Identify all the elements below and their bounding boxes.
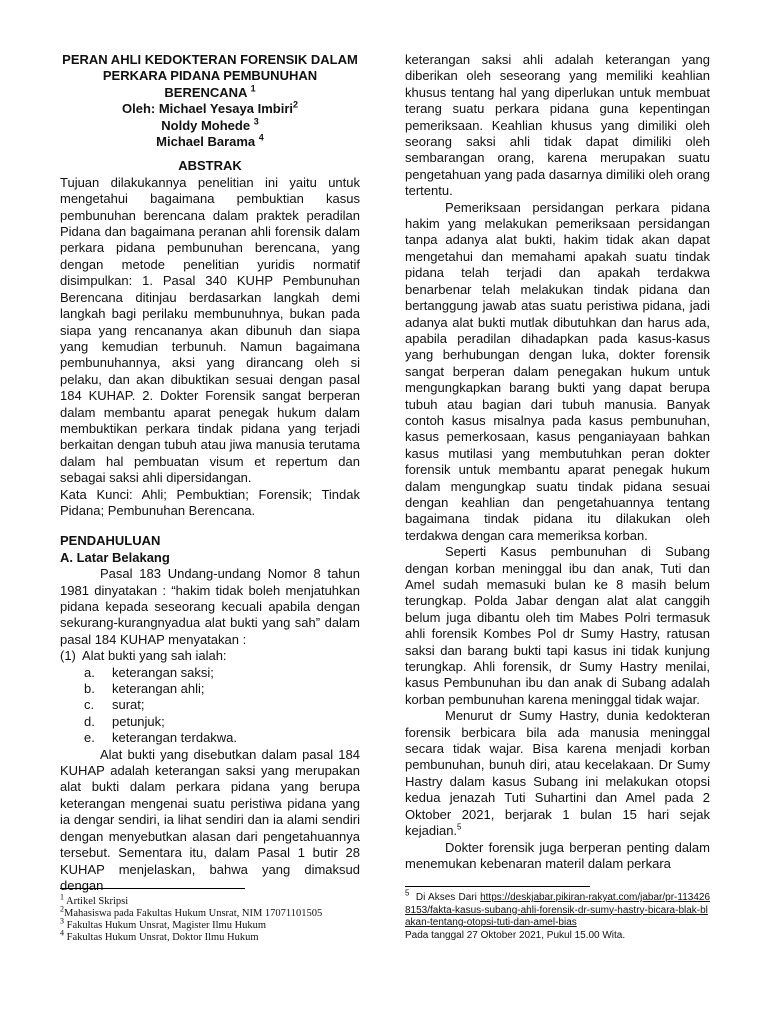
section-heading: PENDAHULUAN: [60, 533, 161, 549]
paper-title: [60, 52, 360, 101]
footnote-number: 4: [60, 928, 64, 938]
title-line-2: PERKARA PIDANA PEMBUNUHAN BERENCANA: [102, 68, 318, 100]
footnote-item: [60, 892, 360, 908]
subang-case-paragraph: Seperti Kasus pembunuhan di Subang dengan korban meninggal ibu dan anak, Tuti dan Amel sudah memasuki bulan ke 8 masih belum terungkap. Polda Jabar dengan alat alat canggih belum juga dibantu oleh tim Mabes Polri termasuk ahli forensik Kombes Pol dr Sumy Hastry, ratusan saksi dan barang bukti tapi kasus ini tidak kunjung terungkap. Ahli forensik, dr Sumy Hastry menilai, kasus Pembunuhan ibu dan anak di Subang adalah korban pembunuhan karena meninggal tidak wajar.: [405, 544, 710, 707]
footnote-text: Artikel Skripsi: [66, 896, 129, 907]
title-line-1: PERAN AHLI KEDOKTERAN FORENSIK DALAM: [62, 52, 358, 67]
list-item-letter: b.: [84, 681, 95, 697]
list-item-letter: e.: [84, 730, 95, 746]
footnote-number: 1: [60, 892, 64, 902]
footnote-date: Pada tanggal 27 Oktober 2021, Pukul 15.00 Wita.: [405, 929, 626, 941]
author-block: [60, 101, 360, 150]
list-number: (1): [60, 648, 76, 664]
intro-paragraph: Pasal 183 Undang-undang Nomor 8 tahun 1981 dinyatakan : “hakim tidak boleh menjatuhkan pidana kepada seseorang kecuali apabila dengan sekurang-kurangnyadua alat bukti yang sah” dalam pasal 184 KUHAP menyatakan :: [60, 566, 360, 647]
forensic-opinion-text: Menurut dr Sumy Hastry, dunia kedokteran forensik berbicara bila ada manusia meninggal secara tidak wajar. Bisa karena menjadi korban pembunuhan, bunuh diri, atau kecelakaan. Dr Sumy Hastry dalam kasus Subang ini melakukan otopsi kedua jenazah Tuti Suhartini dan Amel pada 2 Oktober 2021, berjarak 1 bulan 15 hari sejak kejadian.: [405, 708, 710, 839]
footnote-item: [60, 916, 360, 932]
footnote-item: [405, 888, 711, 930]
footnote-number: 5: [405, 888, 410, 898]
footnote-text: Fakultas Hukum Unsrat, Doktor Ilmu Hukum: [66, 932, 259, 943]
author-second: Noldy Mohede: [161, 117, 251, 133]
list-head-text: Alat bukti yang sah ialah:: [82, 648, 227, 664]
footnote-text: Fakultas Hukum Unsrat, Magister Ilmu Hukum: [66, 920, 267, 931]
list-item: [84, 730, 360, 746]
list-item-letter: c.: [84, 697, 95, 713]
footnote-text: Mahasiswa pada Fakultas Hukum Unsrat, NIM 17071101505: [64, 908, 323, 919]
right-column: [405, 52, 710, 872]
footnote-marker-5: 5: [457, 822, 462, 832]
forensic-opinion-paragraph: [405, 708, 710, 839]
list-item-letter: d.: [84, 713, 95, 729]
evidence-sublist: [82, 665, 360, 747]
evidence-list: [60, 648, 360, 746]
list-item: [84, 697, 360, 713]
author-primary: Oleh: Michael Yesaya Imbiri: [121, 101, 293, 117]
list-item-text: surat;: [112, 697, 145, 713]
footnote-prefix: Di Akses Dari: [415, 892, 477, 903]
author-third: Michael Barama: [156, 134, 256, 150]
author-second-footnote: 3: [253, 116, 259, 127]
evidence-list-head: [60, 648, 360, 746]
evidence-paragraph: Alat bukti yang disebutkan dalam pasal 184 KUHAP adalah keterangan saksi yang merupakan alat bukti dalam perkara pidana yang berupa keterangan mengenai suatu peristiwa pidana yang ia dengar sendiri, ia lihat sendiri dan ia alami sendiri dengan menyebutkan alasan dari pengetahuannya tersebut. Sementara itu, dalam Pasal 1 butir 28 KUHAP menjelaskan, bahwa yang dimaksud dengan: [60, 746, 360, 893]
title-footnote-marker: 1: [250, 83, 256, 94]
footnote-number: 2: [60, 904, 64, 914]
footnote-number: 3: [60, 916, 64, 926]
expert-witness-paragraph: keterangan saksi ahli adalah keterangan yang diberikan oleh seseorang yang memiliki keahlian khusus tentang hal yang diperlukan untuk membuat terang suatu perkara pidana guna kepentingan pemeriksaan. Keahlian khusus yang dimiliki oleh seorang saksi ahli tidak dapat dimiliki oleh sembarangan orang, karena merupakan suatu pengetahuan yang pada dasarnya dimiliki oleh orang tertentu.: [405, 52, 710, 199]
abstract-heading: ABSTRAK: [178, 158, 242, 174]
abstract-text: Tujuan dilakukannya penelitian ini yaitu untuk mengetahui bagaimana pembuktian kasus pembunuhan berencana dalam praktek peradilan Pidana dan bagaimana peranan ahli forensik dalam perkara pidana pembunuhan berencana, yang dengan metode penelitian yuridis normatif disimpulkan: 1. Pasal 340 KUHP Pembunuhan Berencana ditinjau berdasarkan langkah demi langkah bagi perilaku membunuhnya, bukan pada siapa yang rencananya akan dibunuh dan siapa yang kemudian terbunuh. Namun bagaimana pembunuhannya, aksi yang dirancang oleh si pelaku, dan akan dibuktikan sesuai dengan pasal 184 KUHAP. 2. Dokter Forensik sangat berperan dalam membantu aparat penegak hukum dalam membuktikan perkara tindak pidana yang terjadi berkaitan dengan tubuh atau jiwa manusia terutama dalam hal pembuatan visum et repertum dan sebagai saksi ahli dipersidangan.: [60, 174, 360, 486]
source-link[interactable]: https://deskjabar.pikiran-rakyat.com/jabar/pr-1134268153/fakta-kasus-subang-ahli-forensik-dr-sumy-hastry-bicara-blak-blakan-tentang-otopsi-tuti-dan-amel-bias: [405, 892, 711, 928]
list-item: [84, 681, 360, 697]
trial-examination-paragraph: Pemeriksaan persidangan perkara pidana hakim yang melakukan pemeriksaan persidangan tanpa adanya alat bukti, hakim tidak akan dapat mengetahui dan memahami apakah suatu tindak pidana telah terjadi dan apakah terdakwa benarbenar telah melakukan tindak pidana dan bertanggung jawab atas suatu peristiwa pidana, jadi adanya alat bukti mutlak dibutuhkan dan harus ada, apabila peradilan dihadapkan pada kasus-kasus yang berhubungan dengan luka, dokter forensik sangat berperan dalam penegakan hukum untuk mengungkapkan barang bukti yang dapat berupa tubuh atau bagian dari tubuh manusia. Banyak contoh kasus misalnya pada kasus pembunuhan, kasus pemerkosaan, kasus penganiayaan bahkan kasus mutilasi yang membutuhkan peran dokter forensik untuk membantu aparat penegak hukum dalam mengungkap suatu tindak pidana sesuai dengan keahlian dan pengetahuannya tentang bagaimana tindak pidana itu dilakukan oleh terdakwa dengan cara memeriksa korban.: [405, 199, 710, 543]
list-item: [84, 714, 360, 730]
subsection-heading: A. Latar Belakang: [60, 549, 170, 565]
list-item: [84, 665, 360, 681]
list-item-text: petunjuk;: [112, 713, 165, 729]
footnote-item: [60, 928, 360, 944]
footnotes-right: [405, 886, 710, 942]
footnote-item: [60, 904, 360, 920]
forensic-role-paragraph: Dokter forensik juga berperan penting dalam menemukan kebenaran materil dalam perkara: [405, 839, 710, 871]
list-item-text: keterangan saksi;: [112, 664, 214, 680]
footnotes-left: [60, 888, 360, 944]
list-item-letter: a.: [84, 664, 95, 680]
author-third-footnote: 4: [258, 132, 264, 143]
keywords: Kata Kunci: Ahli; Pembuktian; Forensik; Tindak Pidana; Pembunuhan Berencana.: [60, 486, 360, 518]
left-column: [60, 52, 360, 894]
author-primary-footnote: 2: [293, 99, 299, 110]
list-item-text: keterangan terdakwa.: [112, 730, 238, 746]
list-item-text: keterangan ahli;: [112, 681, 205, 697]
